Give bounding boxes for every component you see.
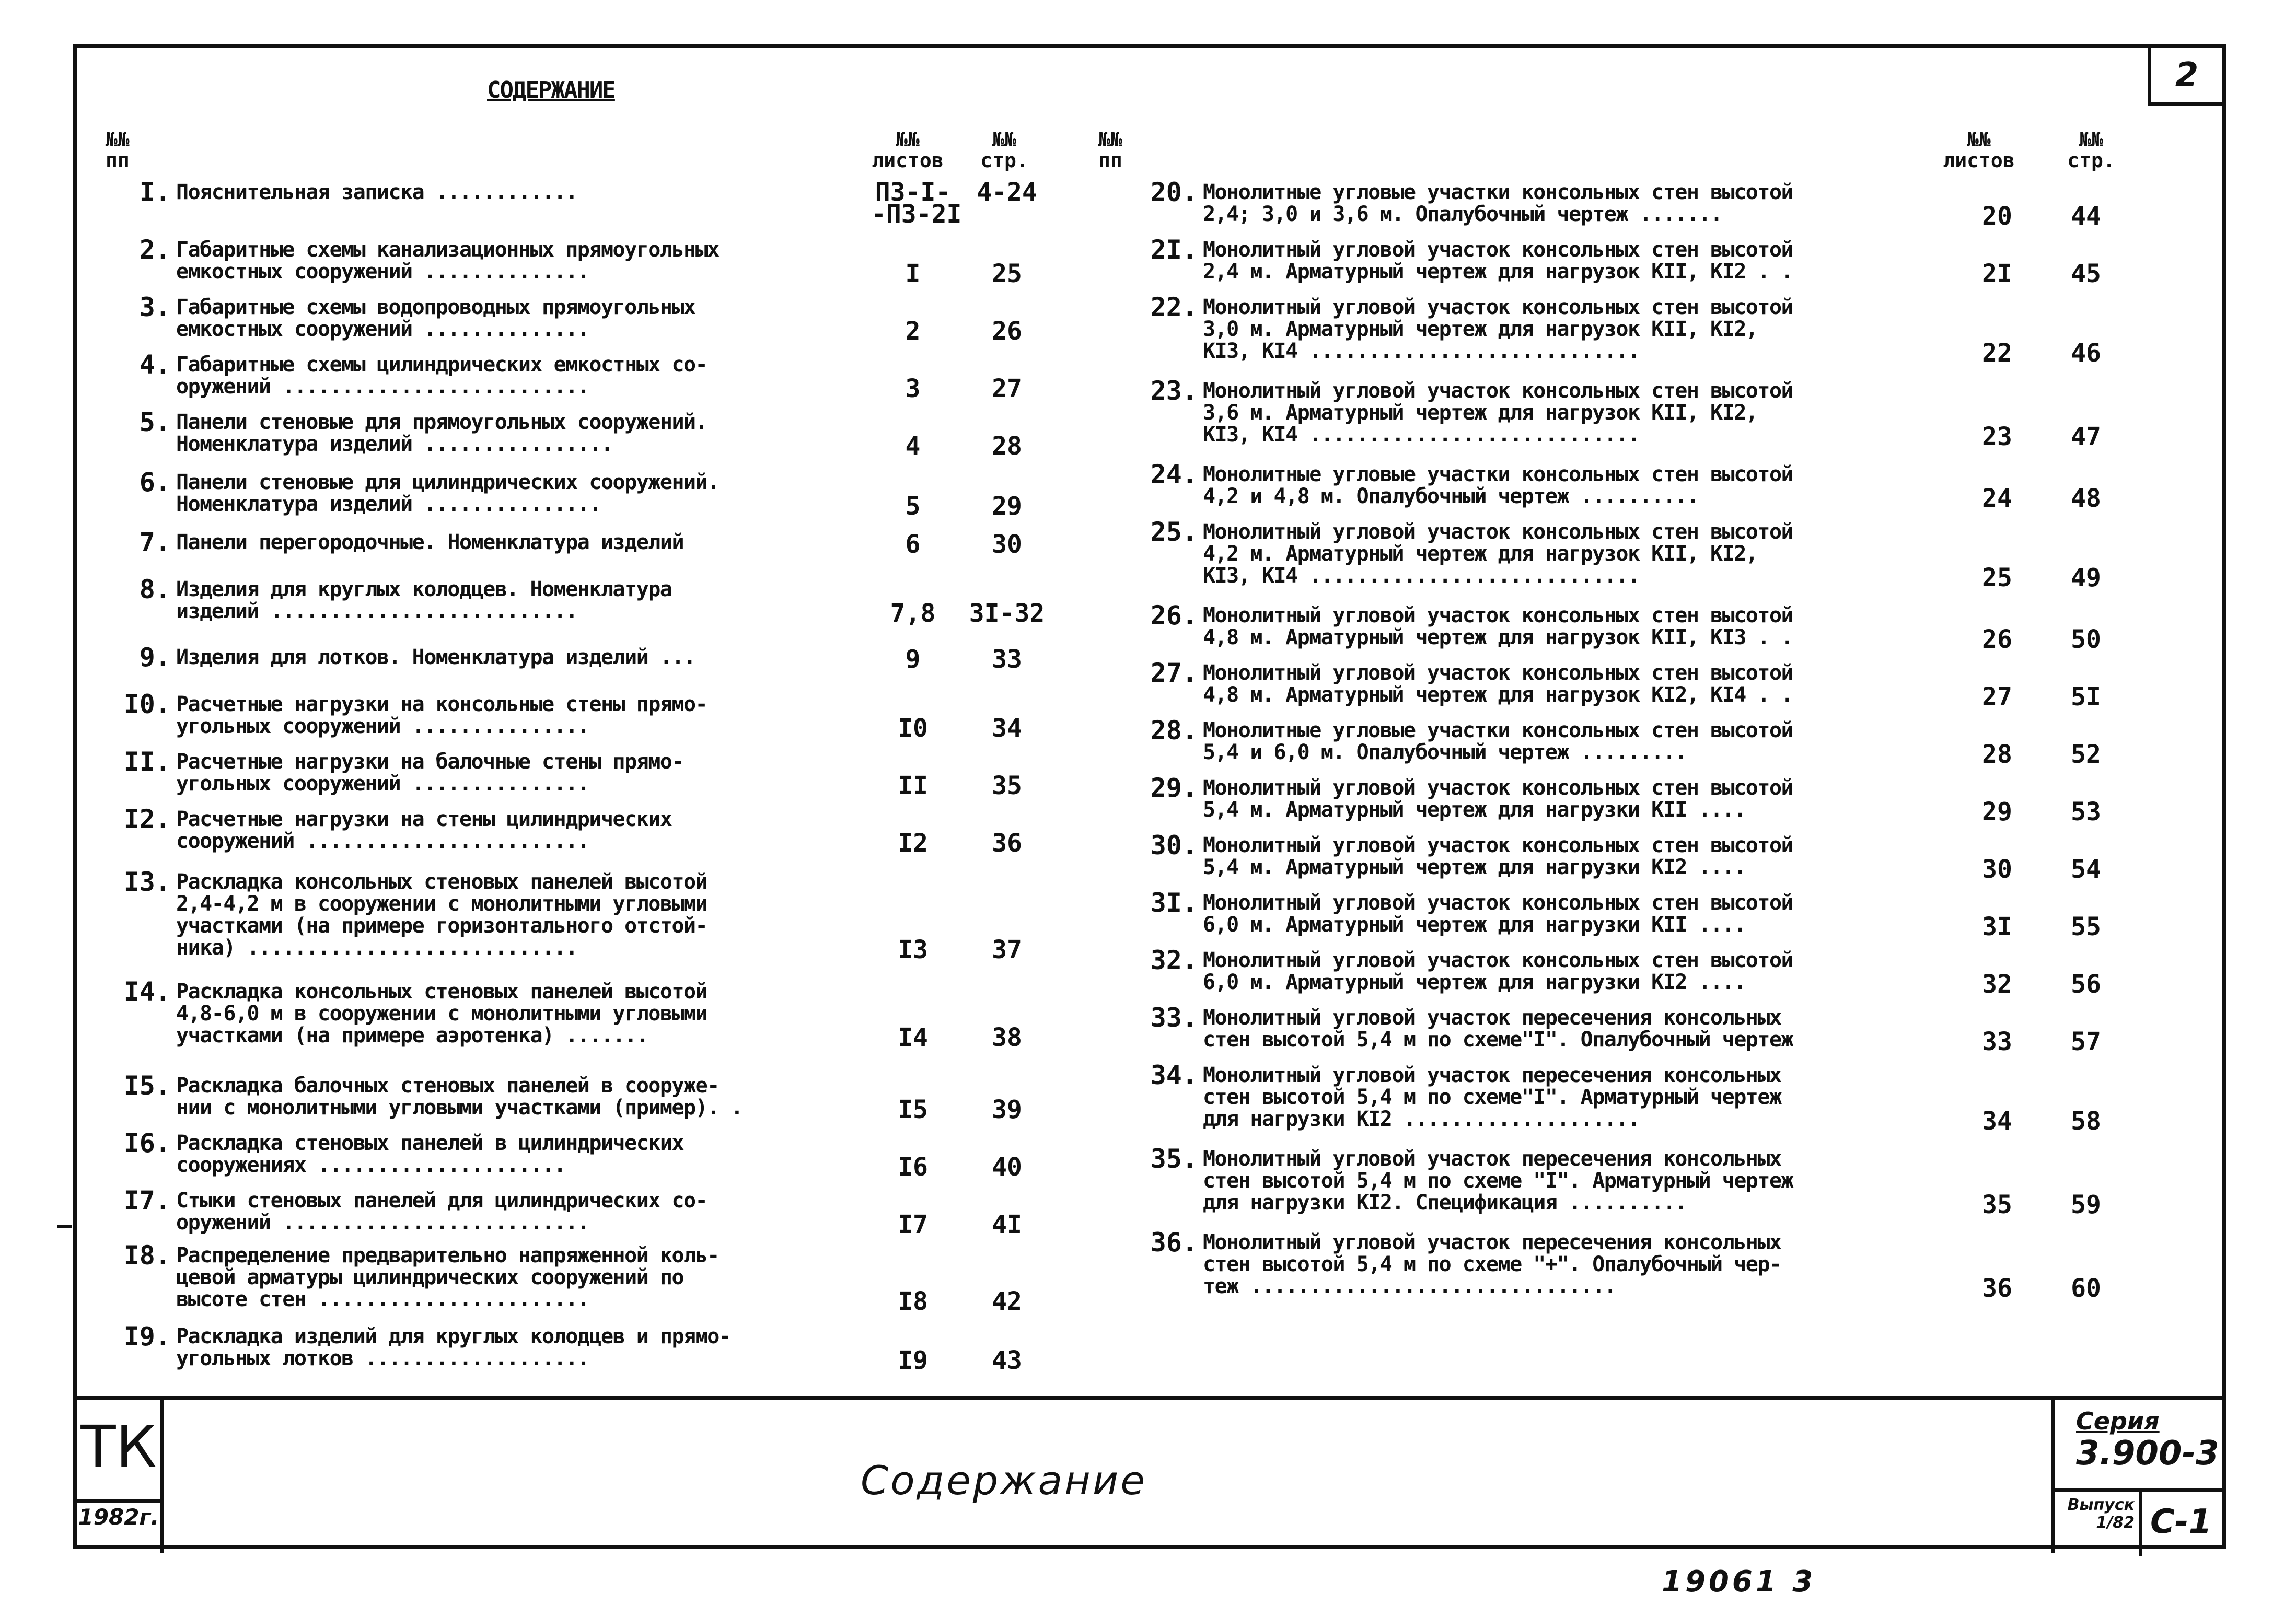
right-toc-entry xyxy=(1124,888,2107,941)
entry-sheet-number: 22 xyxy=(1982,339,2012,368)
entry-sheet-number: 6 xyxy=(905,530,921,559)
entry-page-number: 5I xyxy=(2071,682,2101,712)
entry-title: Панели стеновые для цилиндрических сооружений. Номенклатура изделий ............... xyxy=(176,470,719,516)
entry-page-number: 37 xyxy=(992,935,1022,964)
right-toc-entry xyxy=(1124,1060,2107,1136)
entry-title: Расчетные нагрузки на балочные стены прямо- угольных сооружений ............... xyxy=(176,750,684,796)
entry-sheet-number: I5 xyxy=(898,1095,928,1124)
entry-number: 3I. xyxy=(1150,888,1198,918)
left-toc-entry xyxy=(98,642,1080,674)
entry-title: Монолитный угловой участок пересечения консольных стен высотой 5,4 м по схеме "I". Арматурный чертеж для нагрузки KI2. Спецификация .......... xyxy=(1203,1147,1793,1215)
left-toc-entry xyxy=(98,1071,1080,1124)
issue-label: Выпуск 1/82 xyxy=(2067,1496,2135,1532)
entry-title: Габаритные схемы водопроводных прямоугольных емкостных сооружений .............. xyxy=(176,295,695,341)
left-toc-entry xyxy=(98,350,1080,403)
entry-number: 4. xyxy=(139,350,171,380)
left-toc-entry xyxy=(98,1240,1080,1316)
entry-page-number: 35 xyxy=(992,771,1022,800)
entry-number: I5. xyxy=(123,1071,171,1101)
org-code: ТК xyxy=(77,1400,164,1503)
right-header-page: №№ стр. xyxy=(2067,128,2115,172)
entry-page-number: 3I-32 xyxy=(969,599,1045,628)
entry-page-number: 4I xyxy=(992,1210,1022,1239)
entry-title: Монолитный угловой участок консольных стен высотой 3,0 м. Арматурный чертеж для нагрузок KII, KI2, KI3, KI4 ............................ xyxy=(1203,295,1793,363)
entry-page-number: 50 xyxy=(2071,625,2101,654)
right-toc-entry xyxy=(1124,177,2107,231)
entry-number: 8. xyxy=(139,574,171,604)
right-toc-entry xyxy=(1124,459,2107,513)
entry-sheet-number: 23 xyxy=(1982,422,2012,451)
entry-number: 2I. xyxy=(1150,235,1198,265)
entry-page-number: 4-24 xyxy=(977,178,1037,207)
entry-number: 34. xyxy=(1150,1060,1198,1090)
left-toc-entry xyxy=(98,1321,1080,1375)
right-toc-entry xyxy=(1124,600,2107,654)
toc-title: СОДЕРЖАНИЕ xyxy=(487,77,615,103)
entry-page-number: 47 xyxy=(2071,422,2101,451)
entry-number: 20. xyxy=(1150,177,1198,207)
entry-title: Монолитный угловой участок консольных стен высотой 4,8 м. Арматурный чертеж для нагрузок KI2, KI4 . . xyxy=(1203,661,1793,707)
left-toc-entry xyxy=(98,292,1080,346)
entry-page-number: 30 xyxy=(992,530,1022,559)
entry-sheet-number: I3 xyxy=(898,935,928,964)
right-toc-entry xyxy=(1124,773,2107,827)
entry-sheet-number: 5 xyxy=(905,492,921,521)
entry-number: 22. xyxy=(1150,292,1198,322)
entry-sheet-number: I2 xyxy=(898,829,928,858)
year: 1982г. xyxy=(78,1504,159,1530)
title-block xyxy=(77,1396,2222,1553)
entry-title: Монолитный угловой участок консольных стен высотой 5,4 м. Арматурный чертеж для нагрузки KII .... xyxy=(1203,776,1793,822)
entry-number: I3. xyxy=(123,867,171,897)
entry-sheet-number: 30 xyxy=(1982,855,2012,884)
right-toc-entry xyxy=(1124,830,2107,884)
entry-page-number: 53 xyxy=(2071,797,2101,827)
entry-title: Монолитный угловой участок консольных стен высотой 2,4 м. Арматурный чертеж для нагрузок KII, KI2 . . xyxy=(1203,238,1793,284)
entry-sheet-number: 27 xyxy=(1982,682,2012,712)
entry-page-number: 42 xyxy=(992,1287,1022,1316)
left-toc-entry xyxy=(98,527,1080,559)
left-header-num: №№ пп xyxy=(106,128,130,172)
entry-title: Монолитный угловой участок консольных стен высотой 4,2 м. Арматурный чертеж для нагрузок KII, KI2, KI3, KI4 ............................ xyxy=(1203,520,1793,588)
entry-page-number: 40 xyxy=(992,1153,1022,1182)
left-toc-entry xyxy=(98,467,1080,521)
entry-title: Раскладка балочных стеновых панелей в сооруже- нии с монолитными угловыми участками (пример). . xyxy=(176,1074,743,1120)
entry-sheet-number: 24 xyxy=(1982,484,2012,513)
entry-sheet-number: 36 xyxy=(1982,1274,2012,1303)
entry-page-number: 25 xyxy=(992,259,1022,288)
title-block-divider xyxy=(160,1400,164,1553)
entry-number: 36. xyxy=(1150,1227,1198,1258)
entry-page-number: 45 xyxy=(2071,259,2101,288)
entry-page-number: 59 xyxy=(2071,1190,2101,1219)
right-toc-entry xyxy=(1124,235,2107,288)
entry-sheet-number: II xyxy=(898,771,928,800)
entry-sheet-number: I9 xyxy=(898,1346,928,1375)
entry-sheet-number: 2I xyxy=(1982,259,2012,288)
right-toc-entry xyxy=(1124,292,2107,368)
right-toc-entry xyxy=(1124,715,2107,769)
entry-sheet-number: 20 xyxy=(1982,202,2012,231)
left-toc-entry xyxy=(98,689,1080,743)
entry-sheet-number: I0 xyxy=(898,714,928,743)
entry-number: 2. xyxy=(139,235,171,265)
entry-page-number: 27 xyxy=(992,374,1022,403)
entry-sheet-number: 25 xyxy=(1982,563,2012,592)
entry-title: Монолитный угловой участок консольных стен высотой 4,8 м. Арматурный чертеж для нагрузок KII, KI3 . . xyxy=(1203,603,1793,649)
entry-page-number: 44 xyxy=(2071,202,2101,231)
right-header-sheets: №№ листов xyxy=(1943,128,2015,172)
entry-sheet-number: 35 xyxy=(1982,1190,2012,1219)
entry-sheet-number: 3 xyxy=(905,374,921,403)
entry-sheet-number: 9 xyxy=(905,645,921,674)
entry-sheet-number: 34 xyxy=(1982,1107,2012,1136)
right-toc-entry xyxy=(1124,1003,2107,1056)
entry-number: 24. xyxy=(1150,459,1198,490)
entry-title: Монолитный угловой участок консольных стен высотой 6,0 м. Арматурный чертеж для нагрузки KII .... xyxy=(1203,891,1793,937)
entry-title: Монолитные угловые участки консольных стен высотой 5,4 и 6,0 м. Опалубочный чертеж ......... xyxy=(1203,718,1793,764)
entry-page-number: 28 xyxy=(992,432,1022,461)
entry-number: 32. xyxy=(1150,945,1198,975)
left-toc-entry xyxy=(98,747,1080,800)
entry-page-number: 58 xyxy=(2071,1107,2101,1136)
entry-page-number: 39 xyxy=(992,1095,1022,1124)
entry-title: Раскладка консольных стеновых панелей высотой 4,8-6,0 м в сооружении с монолитными угловыми участками (на примере аэротенка) ....... xyxy=(176,980,708,1048)
margin-tick xyxy=(57,1225,72,1228)
entry-title: Расчетные нагрузки на консольные стены прямо- угольных сооружений ............... xyxy=(176,692,708,738)
left-header-sheets: №№ листов xyxy=(872,128,944,172)
entry-title: Монолитный угловой участок пересечения консольных стен высотой 5,4 м по схеме"I". Арматурный чертеж для нагрузки KI2 .................... xyxy=(1203,1063,1781,1131)
entry-number: 9. xyxy=(139,642,171,672)
document-title: Содержание xyxy=(861,1457,1147,1504)
series-label: Серия xyxy=(2076,1407,2160,1435)
entry-title: Монолитный угловой участок консольных стен высотой 3,6 м. Арматурный чертеж для нагрузок KII, KI2, KI3, KI4 ............................ xyxy=(1203,379,1793,447)
entry-number: 30. xyxy=(1150,830,1198,860)
entry-page-number: 49 xyxy=(2071,563,2101,592)
entry-page-number: 26 xyxy=(992,317,1022,346)
entry-number: 23. xyxy=(1150,376,1198,406)
entry-number: 33. xyxy=(1150,1003,1198,1033)
entry-page-number: 54 xyxy=(2071,855,2101,884)
entry-title: Изделия для круглых колодцев. Номенклатура изделий .......................... xyxy=(176,577,672,623)
entry-sheet-number: 7,8 xyxy=(890,599,936,628)
entry-page-number: 34 xyxy=(992,714,1022,743)
entry-sheet-number: I7 xyxy=(898,1210,928,1239)
entry-title: Расчетные нагрузки на стены цилиндрических сооружений ........................ xyxy=(176,807,672,853)
left-toc-entry xyxy=(98,407,1080,461)
left-toc-entry xyxy=(98,574,1080,628)
entry-sheet-number: I xyxy=(905,259,921,288)
series-block xyxy=(2051,1400,2222,1553)
entry-number: I8. xyxy=(123,1240,171,1271)
entry-page-number: 57 xyxy=(2071,1027,2101,1056)
series-code: 3.900-3 xyxy=(2076,1434,2219,1473)
entry-title: Монолитные угловые участки консольных стен высотой 2,4; 3,0 и 3,6 м. Опалубочный чертеж ....... xyxy=(1203,180,1793,226)
entry-number: I7. xyxy=(123,1185,171,1216)
issue-divider xyxy=(2139,1492,2142,1556)
entry-page-number: 36 xyxy=(992,829,1022,858)
drawing-frame xyxy=(73,44,2226,1549)
issue-row xyxy=(2055,1488,2222,1556)
left-toc-entry xyxy=(98,867,1080,964)
entry-page-number: 46 xyxy=(2071,339,2101,368)
entry-page-number: 60 xyxy=(2071,1274,2101,1303)
entry-title: Раскладка консольных стеновых панелей высотой 2,4-4,2 м в сооружении с монолитными угловыми участками (на примере горизонтального отстой- ника) ............................ xyxy=(176,870,708,960)
entry-page-number: 43 xyxy=(992,1346,1022,1375)
page-number: 2 xyxy=(2148,44,2226,106)
entry-title: Пояснительная записка ............ xyxy=(176,180,577,204)
entry-number: 29. xyxy=(1150,773,1198,803)
left-toc-entry xyxy=(98,177,1080,229)
entry-number: 25. xyxy=(1150,517,1198,547)
entry-sheet-number: 32 xyxy=(1982,970,2012,999)
entry-title: Монолитный угловой участок пересечения консольных стен высотой 5,4 м по схеме "+". Опалубочный чер- теж ............................... xyxy=(1203,1230,1781,1298)
entry-sheet-number: 33 xyxy=(1982,1027,2012,1056)
entry-page-number: 52 xyxy=(2071,740,2101,769)
entry-title: Панели перегородочные. Номенклатура изделий xyxy=(176,530,684,554)
left-toc-entry xyxy=(98,1185,1080,1239)
entry-number: 28. xyxy=(1150,715,1198,746)
entry-title: Габаритные схемы цилиндрических емкостных со- оружений .......................... xyxy=(176,353,708,399)
entry-page-number: 38 xyxy=(992,1023,1022,1052)
entry-title: Раскладка изделий для круглых колодцев и прямо- угольных лотков ................... xyxy=(176,1324,731,1370)
left-toc-entry xyxy=(98,804,1080,858)
entry-number: 6. xyxy=(139,467,171,497)
right-toc-entry xyxy=(1124,517,2107,592)
entry-number: 35. xyxy=(1150,1144,1198,1174)
entry-number: II. xyxy=(123,747,171,777)
left-toc-entry xyxy=(98,235,1080,288)
left-toc-entry xyxy=(98,976,1080,1052)
entry-page-number: 33 xyxy=(992,645,1022,674)
entry-sheet-number: ПЗ-I- -ПЗ-2I xyxy=(871,178,962,229)
entry-number: 27. xyxy=(1150,658,1198,688)
entry-number: I0. xyxy=(123,689,171,719)
entry-number: 7. xyxy=(139,527,171,557)
entry-title: Монолитный угловой участок консольных стен высотой 5,4 м. Арматурный чертеж для нагрузки KI2 .... xyxy=(1203,833,1793,879)
right-header-num: №№ пп xyxy=(1098,128,1122,172)
archive-number: 19061 3 xyxy=(1662,1565,1816,1599)
right-toc-entry xyxy=(1124,1227,2107,1303)
entry-sheet-number: 3I xyxy=(1982,912,2012,941)
entry-title: Раскладка стеновых панелей в цилиндрических сооружениях ..................... xyxy=(176,1131,684,1177)
entry-number: I9. xyxy=(123,1321,171,1352)
entry-page-number: 48 xyxy=(2071,484,2101,513)
entry-page-number: 55 xyxy=(2071,912,2101,941)
entry-sheet-number: 28 xyxy=(1982,740,2012,769)
entry-sheet-number: 4 xyxy=(905,432,921,461)
right-toc-entry xyxy=(1124,658,2107,712)
entry-sheet-number: I4 xyxy=(898,1023,928,1052)
entry-number: 26. xyxy=(1150,600,1198,631)
entry-title: Габаритные схемы канализационных прямоугольных емкостных сооружений .............. xyxy=(176,238,719,284)
entry-title: Монолитный угловой участок пересечения консольных стен высотой 5,4 м по схеме"I". Опалубочный чертеж xyxy=(1203,1006,1793,1052)
entry-sheet-number: 2 xyxy=(905,317,921,346)
entry-number: I2. xyxy=(123,804,171,834)
left-toc-entry xyxy=(98,1128,1080,1182)
entry-title: Изделия для лотков. Номенклатура изделий ... xyxy=(176,645,695,669)
right-toc-entry xyxy=(1124,376,2107,451)
entry-title: Панели стеновые для прямоугольных сооружений. Номенклатура изделий ................ xyxy=(176,410,708,456)
entry-title: Стыки стеновых панелей для цилиндрических со- оружений .......................... xyxy=(176,1189,708,1235)
entry-sheet-number: I6 xyxy=(898,1153,928,1182)
entry-title: Распределение предварительно напряженной коль- цевой арматуры цилиндрических сооружений по высоте стен ....................... xyxy=(176,1243,719,1311)
entry-page-number: 56 xyxy=(2071,970,2101,999)
right-toc-entry xyxy=(1124,1144,2107,1219)
entry-sheet-number: I8 xyxy=(898,1287,928,1316)
entry-number: I6. xyxy=(123,1128,171,1158)
issue-code: С-1 xyxy=(2150,1503,2212,1541)
entry-number: 3. xyxy=(139,292,171,322)
entry-title: Монолитный угловой участок консольных стен высотой 6,0 м. Арматурный чертеж для нагрузки KI2 .... xyxy=(1203,948,1793,994)
entry-page-number: 29 xyxy=(992,492,1022,521)
left-header-page: №№ стр. xyxy=(980,128,1028,172)
entry-number: I4. xyxy=(123,976,171,1007)
right-toc-entry xyxy=(1124,945,2107,999)
entry-sheet-number: 29 xyxy=(1982,797,2012,827)
entry-sheet-number: 26 xyxy=(1982,625,2012,654)
entry-number: 5. xyxy=(139,407,171,437)
entry-number: I. xyxy=(139,177,171,207)
entry-title: Монолитные угловые участки консольных стен высотой 4,2 и 4,8 м. Опалубочный чертеж .......... xyxy=(1203,462,1793,508)
